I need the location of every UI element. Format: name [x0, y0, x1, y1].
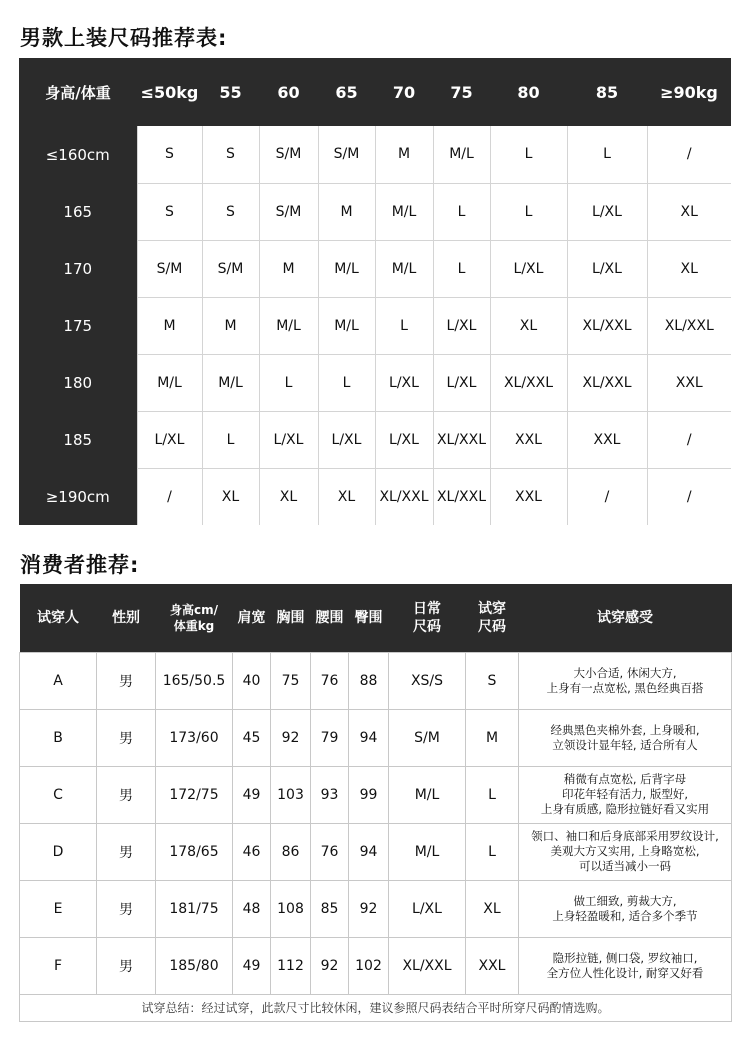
- feel-line: 上身有质感, 隐形拉链好看又实用: [540, 802, 710, 816]
- feel-line: 上身有一点宽松, 黑色经典百搭: [546, 680, 704, 695]
- height-weight-corner-label: 身高/体重: [19, 58, 137, 126]
- size-cell: M: [202, 297, 259, 354]
- waist-cell: 76: [311, 652, 349, 709]
- daily-size-cell: XS/S: [389, 652, 466, 709]
- height-weight-cell: 185/80: [156, 937, 233, 994]
- size-cell: S: [202, 183, 259, 240]
- size-cell: XL/XXL: [490, 354, 567, 411]
- size-cell: L: [202, 411, 259, 468]
- size-cell: L/XL: [433, 354, 490, 411]
- gender-cell: 男: [97, 937, 156, 994]
- waist-header: 腰围: [311, 584, 349, 652]
- chest-cell: 112: [271, 937, 311, 994]
- size-cell: XXL: [567, 411, 647, 468]
- chest-cell: 108: [271, 880, 311, 937]
- size-cell: M/L: [318, 240, 375, 297]
- chest-cell: 103: [271, 766, 311, 823]
- size-cell: M: [259, 240, 318, 297]
- feel-line: 立领设计显年轻, 适合所有人: [552, 737, 698, 752]
- size-cell: /: [647, 126, 731, 183]
- size-cell: M/L: [259, 297, 318, 354]
- weight-header: 55: [202, 58, 259, 126]
- gender-cell: 男: [97, 880, 156, 937]
- size-cell: XL/XXL: [375, 468, 433, 525]
- try-size-cell: L: [466, 823, 519, 880]
- size-cell: XL: [647, 240, 731, 297]
- try-size-header-line1: 试穿: [478, 600, 506, 617]
- size-cell: M/L: [137, 354, 202, 411]
- size-cell: S/M: [259, 183, 318, 240]
- feel-cell: [519, 709, 732, 766]
- daily-size-cell: M/L: [389, 823, 466, 880]
- tester-cell: A: [20, 652, 97, 709]
- size-cell: L/XL: [375, 354, 433, 411]
- size-cell: XL: [202, 468, 259, 525]
- size-cell: L/XL: [318, 411, 375, 468]
- daily-size-cell: S/M: [389, 709, 466, 766]
- size-cell: L/XL: [375, 411, 433, 468]
- size-cell: L: [433, 240, 490, 297]
- try-size-cell: M: [466, 709, 519, 766]
- tester-header: 试穿人: [20, 584, 97, 652]
- height-label: 165: [19, 183, 137, 240]
- hip-cell: 88: [349, 652, 389, 709]
- feel-cell: [519, 823, 732, 880]
- height-weight-header-line2: 体重kg: [173, 618, 215, 633]
- size-chart-row: [19, 297, 731, 354]
- height-label: 180: [19, 354, 137, 411]
- hip-header: 臀围: [349, 584, 389, 652]
- tester-cell: B: [20, 709, 97, 766]
- size-chart-row: [19, 354, 731, 411]
- gender-cell: 男: [97, 709, 156, 766]
- feel-line: 领口、袖口和后身底部采用罗纹设计,: [531, 829, 719, 843]
- try-size-cell: XXL: [466, 937, 519, 994]
- size-cell: XL/XXL: [647, 297, 731, 354]
- feel-line: 隐形拉链, 侧口袋, 罗纹袖口,: [552, 950, 698, 965]
- feel-cell: [519, 880, 732, 937]
- shoulder-cell: 49: [233, 766, 271, 823]
- hip-cell: 99: [349, 766, 389, 823]
- consumer-row: [20, 709, 732, 766]
- height-label: 185: [19, 411, 137, 468]
- feel-cell: [519, 652, 732, 709]
- shoulder-cell: 49: [233, 937, 271, 994]
- feel-line: 稍微有点宽松, 后背字母: [563, 772, 687, 786]
- size-cell: M/L: [375, 183, 433, 240]
- daily-size-cell: L/XL: [389, 880, 466, 937]
- daily-size-cell: XL/XXL: [389, 937, 466, 994]
- gender-cell: 男: [97, 766, 156, 823]
- waist-cell: 76: [311, 823, 349, 880]
- consumer-section-title: 消费者推荐:: [20, 553, 140, 577]
- try-size-cell: S: [466, 652, 519, 709]
- feel-line: 全方位人性化设计, 耐穿又好看: [546, 965, 704, 980]
- shoulder-header: 肩宽: [233, 584, 271, 652]
- hip-cell: 92: [349, 880, 389, 937]
- consumer-row: [20, 937, 732, 994]
- size-cell: XXL: [647, 354, 731, 411]
- size-cell: XXL: [490, 468, 567, 525]
- size-chart-title: 男款上装尺码推荐表:: [20, 26, 228, 50]
- consumer-row: [20, 880, 732, 937]
- chest-cell: 75: [271, 652, 311, 709]
- size-cell: XL/XXL: [567, 354, 647, 411]
- summary-text: 试穿总结：经过试穿，此款尺寸比较休闲，建议参照尺码表结合平时所穿尺码酌情选购。: [20, 994, 732, 1021]
- size-cell: XL/XXL: [567, 297, 647, 354]
- size-cell: L: [433, 183, 490, 240]
- feel-cell: [519, 937, 732, 994]
- size-cell: L/XL: [433, 297, 490, 354]
- size-cell: S/M: [137, 240, 202, 297]
- height-weight-header-line1: 身高cm/: [169, 602, 218, 617]
- try-size-header: [466, 584, 519, 652]
- weight-header: 75: [433, 58, 490, 126]
- tester-cell: C: [20, 766, 97, 823]
- size-chart-row: [19, 183, 731, 240]
- size-cell: L: [567, 126, 647, 183]
- height-label: ≤160cm: [19, 126, 137, 183]
- size-chart-row: [19, 468, 731, 525]
- feel-line: 印花年轻有活力, 版型好,: [562, 787, 688, 801]
- size-cell: S/M: [318, 126, 375, 183]
- height-label: 170: [19, 240, 137, 297]
- shoulder-cell: 45: [233, 709, 271, 766]
- gender-cell: 男: [97, 823, 156, 880]
- waist-cell: 79: [311, 709, 349, 766]
- height-label: ≥190cm: [19, 468, 137, 525]
- gender-header: 性别: [97, 584, 156, 652]
- tester-cell: D: [20, 823, 97, 880]
- feel-line: 经典黑色夹棉外套, 上身暖和,: [550, 722, 700, 737]
- size-cell: S: [137, 183, 202, 240]
- size-chart-header-row: [19, 58, 731, 126]
- height-weight-header: [156, 584, 233, 652]
- feel-line: 大小合适, 休闲大方,: [573, 665, 677, 680]
- size-cell: M: [318, 183, 375, 240]
- size-cell: XL/XXL: [433, 411, 490, 468]
- weight-header: 85: [567, 58, 647, 126]
- size-cell: S: [202, 126, 259, 183]
- summary-row: [20, 994, 732, 1021]
- size-chart-table: [19, 58, 731, 525]
- size-chart-row: [19, 240, 731, 297]
- height-weight-cell: 165/50.5: [156, 652, 233, 709]
- height-weight-cell: 178/65: [156, 823, 233, 880]
- feel-cell: [519, 766, 732, 823]
- size-cell: L/XL: [137, 411, 202, 468]
- size-cell: M/L: [433, 126, 490, 183]
- feel-line: 做工细致, 剪裁大方,: [573, 893, 677, 908]
- size-cell: XL/XXL: [433, 468, 490, 525]
- size-cell: L: [490, 126, 567, 183]
- size-cell: S/M: [202, 240, 259, 297]
- tester-cell: E: [20, 880, 97, 937]
- size-cell: M/L: [318, 297, 375, 354]
- try-size-cell: XL: [466, 880, 519, 937]
- height-weight-cell: 172/75: [156, 766, 233, 823]
- chest-cell: 86: [271, 823, 311, 880]
- consumer-row: [20, 652, 732, 709]
- size-cell: /: [647, 468, 731, 525]
- chest-cell: 92: [271, 709, 311, 766]
- waist-cell: 93: [311, 766, 349, 823]
- consumer-row: [20, 823, 732, 880]
- consumer-table: [19, 584, 732, 1022]
- size-chart-row: [19, 126, 731, 183]
- size-cell: M/L: [375, 240, 433, 297]
- waist-cell: 85: [311, 880, 349, 937]
- consumer-row: [20, 766, 732, 823]
- size-cell: S/M: [259, 126, 318, 183]
- size-cell: M/L: [202, 354, 259, 411]
- weight-header: 65: [318, 58, 375, 126]
- daily-size-cell: M/L: [389, 766, 466, 823]
- size-cell: M: [375, 126, 433, 183]
- size-cell: XL: [259, 468, 318, 525]
- size-cell: XXL: [490, 411, 567, 468]
- height-weight-cell: 173/60: [156, 709, 233, 766]
- consumer-header-row: [20, 584, 732, 652]
- weight-header: 80: [490, 58, 567, 126]
- feel-line: 美观大方又实用, 上身略宽松,: [550, 844, 700, 858]
- size-cell: /: [137, 468, 202, 525]
- size-cell: L: [318, 354, 375, 411]
- try-size-cell: L: [466, 766, 519, 823]
- size-cell: /: [567, 468, 647, 525]
- feel-line: 可以适当减小一码: [579, 859, 671, 873]
- size-cell: L: [490, 183, 567, 240]
- height-label: 175: [19, 297, 137, 354]
- size-cell: L/XL: [490, 240, 567, 297]
- size-chart-row: [19, 411, 731, 468]
- hip-cell: 102: [349, 937, 389, 994]
- size-cell: M: [137, 297, 202, 354]
- shoulder-cell: 48: [233, 880, 271, 937]
- shoulder-cell: 46: [233, 823, 271, 880]
- height-weight-cell: 181/75: [156, 880, 233, 937]
- size-cell: /: [647, 411, 731, 468]
- weight-header: ≤50kg: [137, 58, 202, 126]
- feel-header: 试穿感受: [519, 584, 732, 652]
- size-cell: XL: [318, 468, 375, 525]
- waist-cell: 92: [311, 937, 349, 994]
- size-cell: L: [259, 354, 318, 411]
- feel-line: 上身轻盈暖和, 适合多个季节: [552, 908, 698, 923]
- size-cell: L: [375, 297, 433, 354]
- size-cell: L/XL: [567, 240, 647, 297]
- gender-cell: 男: [97, 652, 156, 709]
- size-cell: L/XL: [259, 411, 318, 468]
- tester-cell: F: [20, 937, 97, 994]
- hip-cell: 94: [349, 709, 389, 766]
- size-cell: XL: [490, 297, 567, 354]
- weight-header: 60: [259, 58, 318, 126]
- daily-size-header-line1: 日常: [413, 600, 441, 617]
- try-size-header-line2: 尺码: [478, 618, 506, 635]
- size-cell: XL: [647, 183, 731, 240]
- size-cell: L/XL: [567, 183, 647, 240]
- weight-header: ≥90kg: [647, 58, 731, 126]
- chest-header: 胸围: [271, 584, 311, 652]
- daily-size-header: [389, 584, 466, 652]
- daily-size-header-line2: 尺码: [413, 618, 441, 635]
- hip-cell: 94: [349, 823, 389, 880]
- weight-header: 70: [375, 58, 433, 126]
- size-cell: S: [137, 126, 202, 183]
- shoulder-cell: 40: [233, 652, 271, 709]
